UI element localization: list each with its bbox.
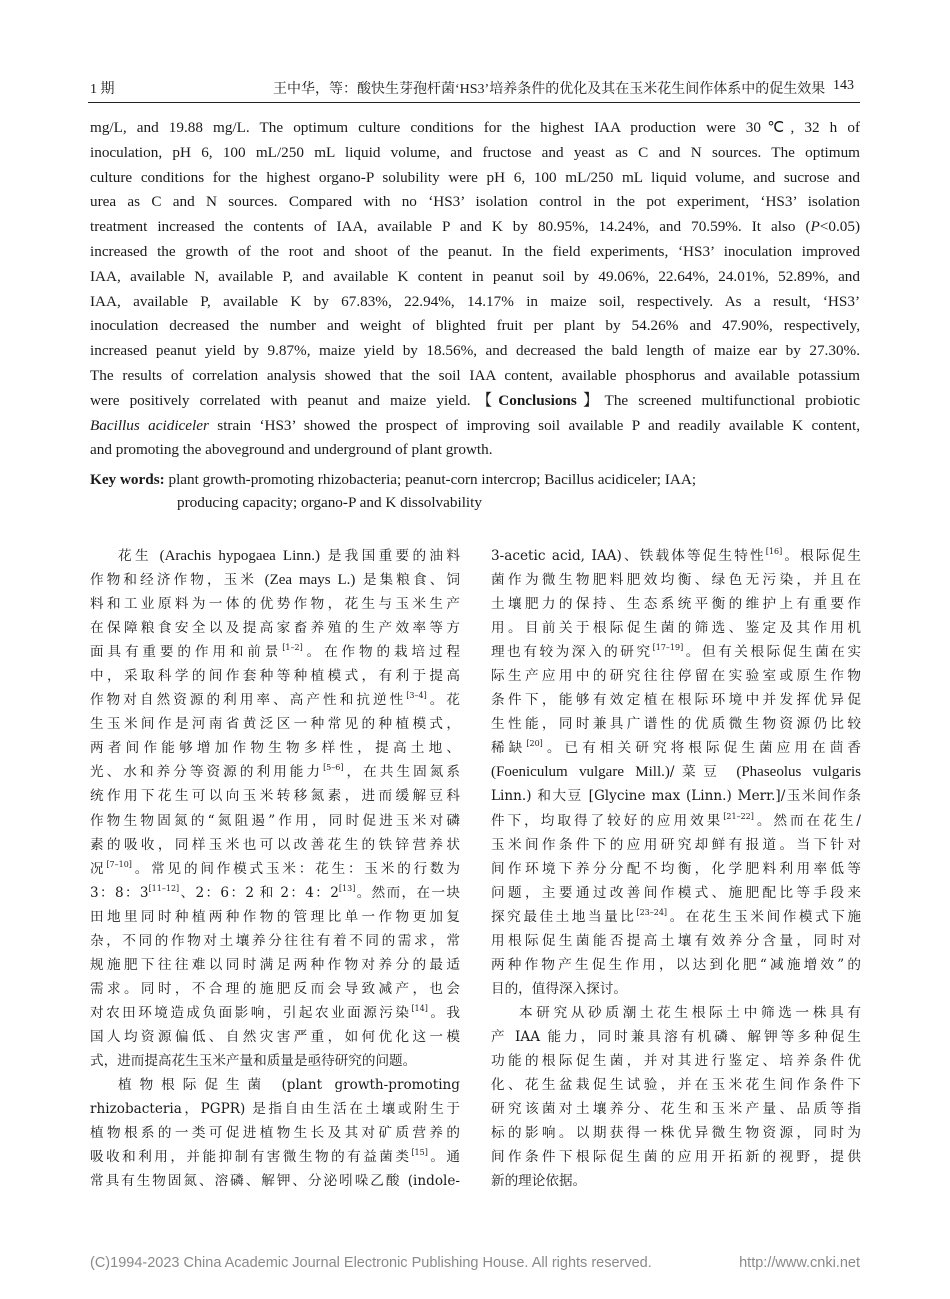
body-line: 作物对自然资源的利用率、高产性和抗逆性[3–4]。花: [90, 691, 460, 709]
footer-url: http://www.cnki.net: [739, 1255, 860, 1271]
body-line: 植物根际促生菌 (plant growth-promoting: [118, 1077, 460, 1094]
issue-label: 1 期: [90, 82, 115, 97]
body-line: 杂，不同的作物对土壤养分往往有着不同的需求，常: [90, 932, 460, 949]
body-line: 用。目前关于根际促生菌的筛选、鉴定及其作用机: [491, 620, 861, 637]
abstract-line: urea as C and N sources. Compared with no ‘HS3’ isolation control in the pot experiment, ‘HS3’ isolation: [90, 193, 860, 211]
body-line: 植物根系的一类可促进植物生长及其对矿质营养的: [90, 1125, 460, 1142]
body-line: 两种作物产生促生作用，以达到化肥“减施增效”的: [491, 956, 861, 973]
body-line: 国人均资源偏低、自然灾害严重，如何优化这一模: [90, 1028, 460, 1045]
body-line: 作物和经济作物，玉米 (Zea mays L.) 是集粮食、饲: [90, 572, 460, 589]
keywords-line-2: producing capacity; organo-P and K dissolvability: [177, 494, 482, 511]
body-line: 目的，值得深入探讨。: [491, 980, 627, 997]
abstract-line: IAA, available P, available K by 67.83%, 22.94%, 14.17% in maize soil, respectively. As a result, ‘HS3’: [90, 292, 860, 310]
copyright-notice: (C)1994-2023 China Academic Journal Electronic Publishing House. All rights reserved.: [90, 1255, 652, 1271]
body-line: 在保障粮食安全以及提高家畜养殖的生产效率等方: [90, 620, 460, 637]
abstract-line: increased the growth of the root and shoot of the peanut. In the field experiments, ‘HS3’ inoculation improved: [90, 242, 860, 260]
body-line: 素的吸收，同样玉米也可以改善花生的铁锌营养状: [90, 836, 460, 853]
running-header: [88, 76, 858, 98]
body-line: 对农田环境造成负面影响，引起农业面源污染[14]。我: [90, 1003, 460, 1021]
body-line: 吸收和利用，并能抑制有害微生物的有益菌类[15]。通: [90, 1148, 460, 1166]
body-line: 花生 (Arachis hypogaea Linn.) 是我国重要的油料: [118, 548, 460, 564]
running-title: 王中华，等：酸快生芽孢杆菌‘HS3’培养条件的优化及其在玉米花生间作体系中的促生效果: [273, 82, 826, 97]
body-line: 料和工业原料为一体的优势作物，花生与玉米生产: [90, 596, 460, 613]
page-number: 143: [833, 78, 854, 93]
body-line: 产 IAA 能力，同时兼具溶有机磷、解钾等多种促生: [491, 1028, 861, 1045]
body-column-left: [90, 544, 460, 1193]
page-footer: [90, 1255, 860, 1279]
body-line: rhizobacteria，PGPR) 是指自由生活在土壤或附生于: [90, 1101, 460, 1118]
keywords-text-1: plant growth-promoting rhizobacteria; peanut-corn intercrop; Bacillus acidiceler; IAA;: [168, 471, 697, 488]
abstract-line: treatment increased the contents of IAA, available P and K by 80.95%, 14.24%, and 70.59%. It also (P<0.05): [90, 218, 860, 236]
body-line: 功能的根际促生菌，并对其进行鉴定、培养条件优: [491, 1052, 861, 1069]
abstract-line: were positively correlated with peanut and maize yield.【Conclusions】The screened multifunctional probiotic: [90, 391, 860, 409]
body-line: 用根际促生菌能否提高土壤有效养分含量，同时对: [491, 932, 861, 949]
body-line: 研究该菌对土壤养分、花生和玉米产量、品质等指: [491, 1101, 861, 1118]
abstract-line: IAA, available N, available P, and available K content in peanut soil by 49.06%, 22.64%, 24.01%, 52.89%, and: [90, 267, 860, 285]
body-line: 光、水和养分等资源的利用能力[5–6]，在共生固氮系: [90, 763, 460, 781]
body-line: 探究最佳土地当量比[23–24]。在花生玉米间作模式下施: [491, 907, 861, 925]
body-line: 标的影响。以期获得一株优异微生物资源，同时为: [491, 1125, 861, 1142]
body-line: 间作条件下根际促生菌的应用开拓新的视野，提供: [491, 1149, 861, 1166]
keywords-line-1: [90, 468, 860, 491]
body-line: 稀缺[20]。已有相关研究将根际促生菌应用在茴香: [491, 739, 861, 757]
body-line: 田地里同时种植两种作物的管理比单一作物更加复: [90, 908, 460, 925]
abstract-line: culture conditions for the highest organo-P solubility were pH 6, 100 mL/250 mL liquid volume, and sucrose and: [90, 168, 860, 186]
body-line: (Foeniculum vulgare Mill.)/菜豆 (Phaseolus vulgaris: [491, 764, 861, 781]
body-line: 统作用下花生可以向玉米转移氮素，进而缓解豆科: [90, 788, 460, 805]
abstract-line: The results of correlation analysis showed that the soil IAA content, available phosphorus and available potassium: [90, 366, 860, 384]
body-line: 条件下，能够有效定植在根际环境中并发挥优异促: [491, 692, 861, 709]
body-line: 常具有生物固氮、溶磷、解钾、分泌吲哚乙酸 (indole-: [90, 1173, 460, 1190]
body-line: 面具有重要的作用和前景[1–2]。在作物的栽培过程: [90, 643, 460, 661]
keywords-label: Key words:: [90, 471, 165, 488]
body-line: 3-acetic acid, IAA)、铁载体等促生特性[16]。根际促生: [491, 547, 861, 564]
abstract-line: inoculation, pH 6, 100 mL/250 mL liquid volume, and fructose and yeast as C and N sources. The optimum: [90, 143, 860, 161]
body-line: 需求。同时，不合理的施肥反而会导致减产，也会: [90, 980, 460, 997]
body-line: 规施肥下往往难以同时满足两种作物对养分的最适: [90, 956, 460, 973]
keywords-block: [90, 468, 860, 514]
abstract-continuation: [90, 116, 860, 463]
abstract-line: and promoting the aboveground and underground of plant growth.: [90, 441, 493, 459]
body-line: Linn.) 和大豆 [Glycine max (Linn.) Merr.]/玉米间作条: [491, 788, 861, 805]
body-line: 化、花生盆栽促生试验，并在玉米花生间作条件下: [491, 1077, 861, 1094]
body-line: 件下，均取得了较好的应用效果[21–22]。然而在花生/: [491, 811, 861, 829]
body-line: 本研究从砂质潮土花生根际土中筛选一株具有: [519, 1004, 861, 1021]
body-line: 式，进而提高花生玉米产量和质量是亟待研究的问题。: [90, 1052, 417, 1069]
body-line: 菌作为微生物肥料肥效均衡、绿色无污染，并且在: [491, 572, 861, 589]
body-line: 玉米间作条件下的应用研究却鲜有报道。当下针对: [491, 836, 861, 853]
body-line: 新的理论依据。: [491, 1173, 587, 1190]
body-line: 况[7–10]。常见的间作模式玉米：花生：玉米的行数为: [90, 859, 460, 877]
body-line: 中，采取科学的间作套种等种植模式，有利于提高: [90, 668, 460, 685]
body-line: 际生产应用中的研究往往停留在实验室或原生作物: [491, 668, 861, 685]
abstract-line: mg/L, and 19.88 mg/L. The optimum culture conditions for the highest IAA production were 30℃, 32 h of: [90, 119, 860, 136]
body-line: 问题，主要通过改善间作模式、施肥配比等手段来: [491, 884, 861, 901]
body-line: 间作环境下养分分配不均衡，化学肥料利用率低等: [491, 860, 861, 877]
body-line: 土壤肥力的保持、生态系统平衡的维护上有重要作: [491, 596, 861, 613]
abstract-line: increased peanut yield by 9.87%, maize yield by 18.56%, and decreased the bald length of maize ear by 27.30%.: [90, 342, 860, 360]
body-line: 作物生物固氮的“氮阻遏”作用，同时促进玉米对磷: [90, 812, 460, 829]
body-column-right: [491, 544, 861, 1193]
body-line: 3：8：3[11–12]、2：6：2 和 2：4：2[13]。然而，在一块: [90, 883, 460, 901]
body-line: 两者间作能够增加作物生物多样性，提高土地、: [90, 740, 460, 757]
body-line: 理也有较为深入的研究[17–19]。但有关根际促生菌在实: [491, 643, 861, 661]
header-rule: [88, 102, 860, 103]
abstract-line: Bacillus acidiceler strain ‘HS3’ showed the prospect of improving soil available P and readily available K content,: [90, 416, 860, 434]
body-line: 生玉米间作是河南省黄泛区一种常见的种植模式，: [90, 716, 460, 733]
abstract-line: inoculation decreased the number and weight of blighted fruit per plant by 54.26% and 47.90%, respectively,: [90, 317, 860, 335]
body-line: 生性能，同时兼具广谱性的优质微生物资源仍比较: [491, 716, 861, 733]
